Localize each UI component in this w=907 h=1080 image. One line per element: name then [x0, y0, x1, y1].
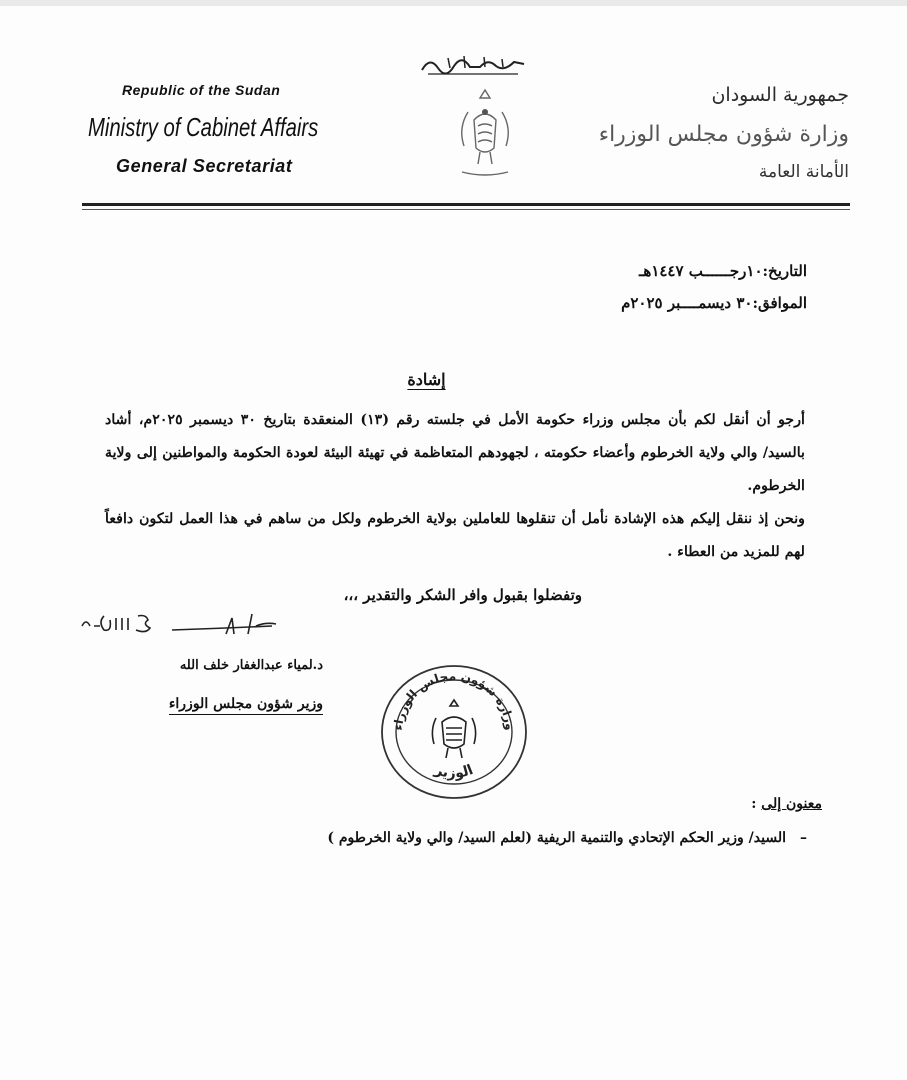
- signer-title-text: وزير شؤون مجلس الوزراء: [169, 696, 323, 715]
- distribution-label-colon: :: [751, 796, 762, 812]
- letter-heading-text: إشادة: [407, 370, 446, 389]
- ar-republic: جمهورية السودان: [711, 84, 849, 106]
- hijri-date-label: التاريخ:: [762, 262, 807, 280]
- body-paragraph-1: أرجو أن أنقل لكم بأن مجلس وزراء حكومة الأمل في جلسته رقم (١٣) المنعقدة بتاريخ ٣٠ ديسمبر ٢٠٢٥م، أشاد بالسيد/ والي ولاية الخرطوم وأعضاء حكومته ، لجهودهم المتعاظمة في تهيئة البيئة لعودة الحكومة والمواطنين إلى ولاية الخرطوم.: [105, 412, 805, 494]
- distribution-label: [751, 796, 822, 812]
- distribution-item-text: السيد/ وزير الحكم الإتحادي والتنمية الريفية (لعلم السيد/ والي ولاية الخرطوم ): [327, 830, 786, 846]
- signer-title: [169, 696, 323, 712]
- gregorian-date: [621, 294, 807, 312]
- gregorian-date-label: الموافق:: [752, 294, 807, 312]
- handwritten-signature: [76, 604, 306, 646]
- closing-line: وتفضلوا بقبول وافر الشكر والتقدير ،،،: [343, 586, 582, 604]
- letter-heading: [0, 370, 853, 389]
- hijri-date: [621, 262, 807, 280]
- seal-text-bottom: الوزير: [432, 761, 476, 782]
- sudan-emblem-icon: [450, 82, 520, 186]
- header-divider: [82, 203, 850, 206]
- official-seal: [374, 660, 534, 805]
- ar-ministry: وزارة شؤون مجلس الوزراء: [598, 122, 849, 147]
- gregorian-date-value: ٣٠ ديسمــــبر ٢٠٢٥م: [621, 294, 753, 312]
- body-paragraph-2: ونحن إذ ننقل إليكم هذه الإشادة نأمل أن تنقلوها للعاملين بولاية الخرطوم ولكل من ساهم في هذا العمل لتكون دافعاً لهم للمزيد من العطاء .: [105, 511, 805, 560]
- hijri-date-value: ١٠رجــــــب ١٤٤٧هـ: [639, 262, 763, 280]
- header-divider-thin: [82, 209, 850, 210]
- scan-edge: [0, 0, 907, 6]
- en-ministry: Ministry of Cabinet Affairs: [88, 112, 319, 142]
- en-republic: Republic of the Sudan: [122, 82, 281, 98]
- seal-text-top: وزارة شؤون مجلس الوزراء: [390, 668, 518, 732]
- basmala-calligraphy: [418, 50, 528, 78]
- en-secretariat: General Secretariat: [116, 156, 293, 176]
- distribution-dash: –: [800, 830, 807, 846]
- distribution-item: [327, 830, 807, 846]
- date-block: [621, 262, 807, 326]
- signer-name: د.لمياء عبدالغفار خلف الله: [179, 658, 323, 673]
- letter-body: [105, 404, 805, 569]
- distribution-label-text: معنون إلى: [761, 796, 822, 812]
- ar-secretariat: الأمانة العامة: [758, 162, 849, 182]
